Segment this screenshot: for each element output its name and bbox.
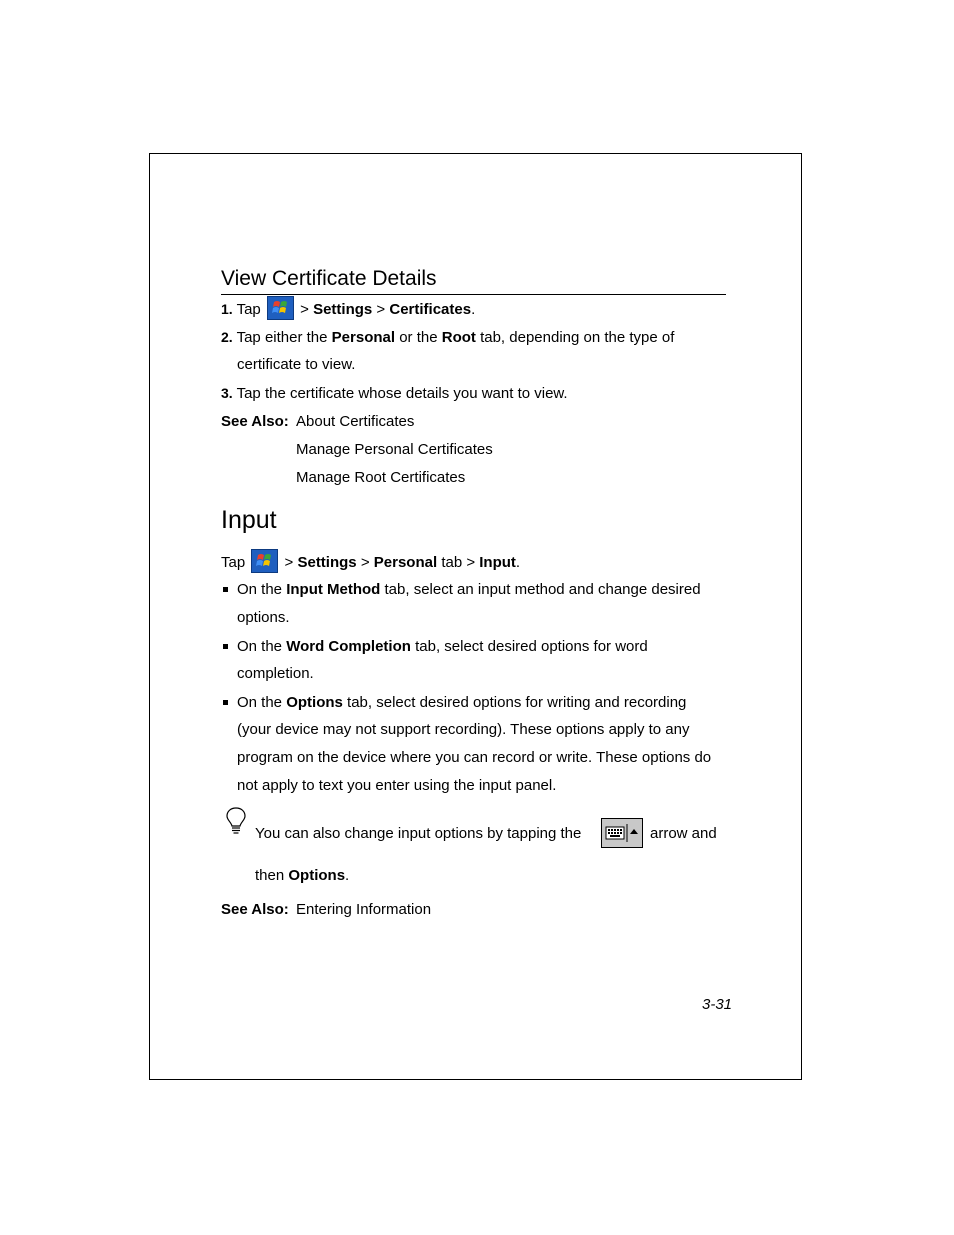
lightbulb-icon (225, 806, 247, 836)
step-1: 1. Tap > Settings > Certificates. (221, 300, 475, 320)
windows-start-icon[interactable] (251, 549, 278, 573)
keyboard-arrow-icon[interactable] (601, 818, 643, 848)
section-heading-input: Input (221, 506, 277, 534)
see-also-link-about-certificates[interactable]: About Certificates (296, 413, 415, 430)
tip-text-line-2: then Options. (255, 867, 350, 884)
see-also-link-manage-root[interactable]: Manage Root Certificates (296, 469, 466, 486)
bullet-options: On the Options tab, select desired options for writing and recording (237, 694, 687, 711)
heading-rule (221, 294, 726, 295)
bullet-options-cont-1: (your device may not support recording). These options apply to any (237, 721, 690, 738)
bullet-options-cont-3: not apply to text you enter using the input panel. (237, 777, 557, 794)
page-number: 3-31 (702, 996, 733, 1013)
see-also-label: See Also: (221, 413, 289, 430)
bullet-input-method-cont: options. (237, 609, 290, 626)
section-heading-view-certificate: View Certificate Details (221, 267, 437, 290)
bullet-input-method: On the Input Method tab, select an input method and change desired (237, 581, 701, 598)
bullet-marker (223, 587, 228, 592)
step-3: 3. Tap the certificate whose details you want to view. (221, 385, 568, 402)
bullet-options-cont-2: program on the device where you can record or write. These options do (237, 749, 712, 766)
bullet-marker (223, 644, 228, 649)
step-2-continued: certificate to view. (237, 356, 356, 373)
bullet-word-completion-cont: completion. (237, 665, 314, 682)
tap-instruction: Tap > Settings > Personal tab > Input. (221, 553, 520, 573)
see-also-link-manage-personal[interactable]: Manage Personal Certificates (296, 441, 493, 458)
see-also-link-entering-information[interactable]: Entering Information (296, 901, 432, 918)
tip-text-line-1: You can also change input options by tapping the (255, 825, 582, 842)
bullet-marker (223, 700, 228, 705)
tip-text-line-1b: arrow and (650, 825, 717, 842)
see-also-label-input: See Also: (221, 901, 289, 918)
bullet-word-completion: On the Word Completion tab, select desired options for word (237, 638, 648, 655)
windows-start-icon[interactable] (267, 296, 294, 320)
step-2: 2. Tap either the Personal or the Root tab, depending on the type of (221, 329, 675, 346)
